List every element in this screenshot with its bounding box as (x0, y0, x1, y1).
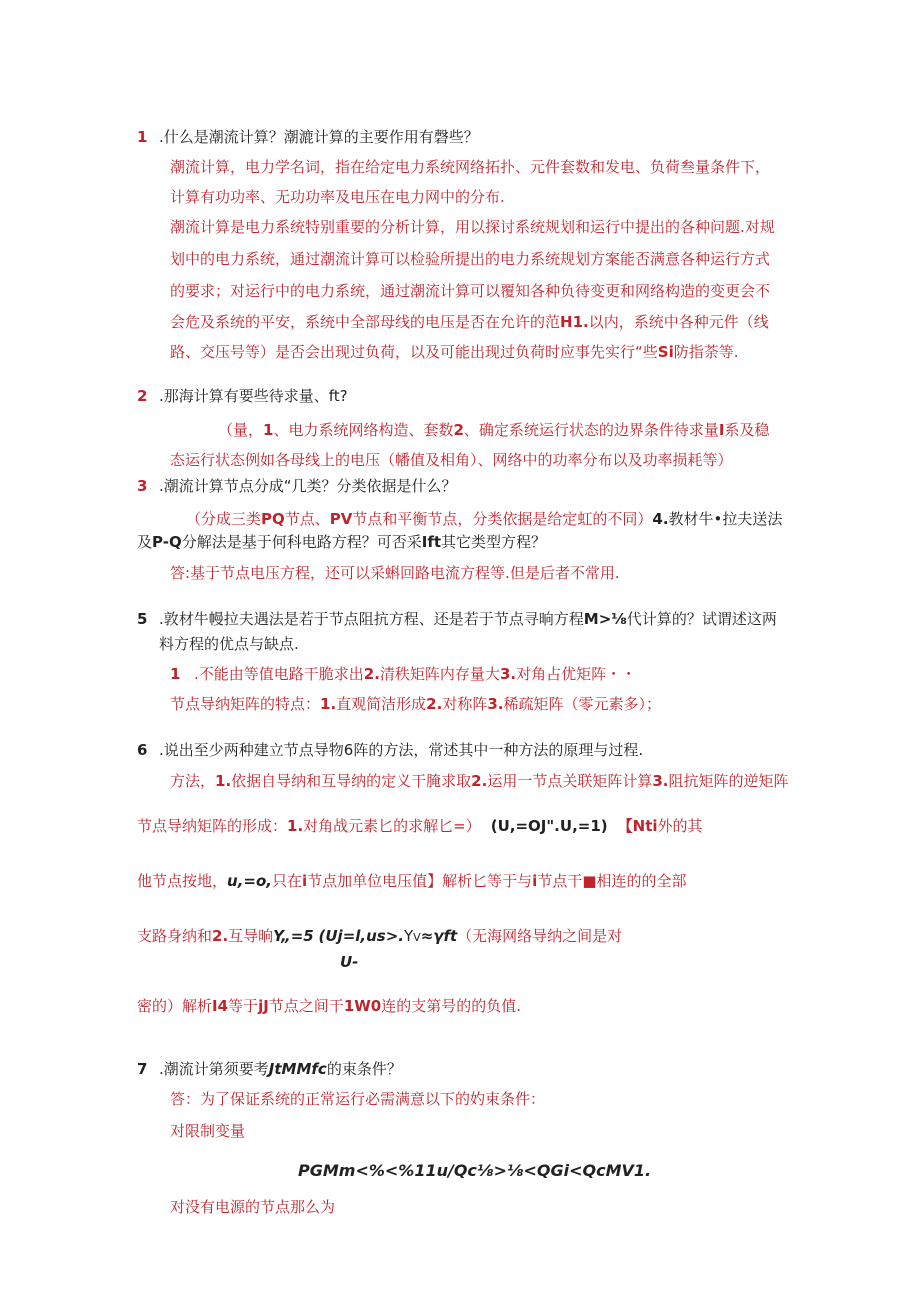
answer-1-line-7: 路、交压号等）是否会出现过负荷，以及可能出现过负荷时应事先实行“些Si防指荼等. (170, 343, 739, 361)
answer-5-line-2: 节点导纳矩阵的特点：1.直观简洁形成2.对称阵3.稀疏矩阵（零元素多）； (170, 695, 661, 713)
answer-1-line-5: 的要求；对运行中的电力系统，通过潮流计算可以覆知各种负待变更和网络构造的变更会不 (170, 282, 771, 300)
question-text: .潮流计算节点分成“几类？分类依据是什么？ (159, 477, 457, 495)
question-number: 7 (137, 1060, 148, 1078)
question-number: 1 (137, 128, 148, 146)
question-5: 5 .敦材牛幔拉夫遇法是若于节点阻抗方程、还是若于节点寻晌方程M>⅛代计算的？试谓述这两 (137, 610, 777, 628)
question-4-number: 4. (652, 510, 669, 528)
question-number: 6 (137, 741, 148, 759)
answer-2-line-1: （量，1、电力系统网络构造、套数2、确定系统运行状态的边界条件待求量I系及稳 (218, 421, 770, 439)
answer-1-line-3: 潮流计算是电力系统特别重要的分析计算，用以探讨系统规划和运行中提出的各种问题.对规 (170, 218, 775, 236)
answer-1-line-6: 会危及系统的平安，系统中全部母线的电压是否在允许的范H1.以内，系统中各种元件（线 (170, 313, 769, 331)
question-1 (137, 127, 479, 147)
answer-6-line-1: 方法，1.依据自导纳和互导纳的定义干腌求取2.运用一节点关联矩阵计算3.阻抗矩阵的逆矩阵 (170, 772, 789, 790)
question-6 (137, 740, 643, 760)
question-number: 3 (137, 477, 148, 495)
answer-5-line-1: 1 .不能由等值电路干脆求出2.清秩矩阵内存量大3.对角占优矩阵・・ (170, 665, 637, 683)
question-number: 5 (137, 610, 148, 628)
answer-1-line-1: 潮流计算，电力学名词，指在给定电力系统网络拓扑、元件套数和发电、负荷叁量条件下， (170, 158, 771, 176)
answer-6-line-5: 密的）解析I4等于jJ节点之间干1W0连的支第号的的负值. (137, 997, 522, 1015)
answer-7-line-3: 对没有电源的节点那么为 (170, 1198, 336, 1216)
question-text: .什么是潮流计算？潮漉计算的主要作用有磬些？ (159, 128, 479, 146)
question-3 (137, 476, 457, 496)
answer-7-line-2: 对限制变量 (170, 1122, 246, 1140)
question-number: 2 (137, 387, 148, 405)
answer-1-line-2: 计算有功功率、无功功率及电压在电力网中的分布. (170, 188, 505, 206)
question-7: 7 .潮流计第须要考JtMMfc的束条件？ (137, 1060, 402, 1078)
question-4-text: 教材牛•拉夫送法 (668, 510, 783, 528)
question-5-line-2: 料方程的优点与缺点. (159, 635, 299, 653)
answer-6-line-2: 节点导纳矩阵的形成：1.对角战元素匕的求解匕=） (U,=OJ".U,=1) 【Nti外的其 (137, 817, 703, 835)
question-text: .那海计算有要些待求量、ft? (159, 387, 348, 405)
answer-3-line-1: （分成三类PQ节点、PV节点和平衡节点，分类依据是给定虹的不同）4.教材牛•拉夫送法 (186, 510, 783, 528)
answer-2-line-2: 态运行状态例如各母线上的电压（幡值及相角）、网络中的功率分布以及功率损耗等） (170, 451, 733, 469)
answer-1-line-4: 划中的电力系统，通过潮流计算可以检验所提出的电力系统规划方案能否满意各种运行方式 (170, 250, 771, 268)
answer-4: 答:基于节点电压方程，还可以采蝌回路电流方程等.但是后者不常用. (170, 564, 620, 582)
question-text: .说出至少两种建立节点导物6阵的方法，常述其中一种方法的原理与过程. (159, 741, 644, 759)
answer-6-line-4: 支路身纳和2.互导晌Y„=5 (Uj=l,us>.YV≈γft（无海网络导纳之间是对 (137, 927, 623, 945)
answer-6-line-3: 他节点按地，u,=o,只在i节点加单位电压值】解析匕等于与i节点干■相连的的全部 (137, 872, 687, 890)
answer-6-subscript: U- (340, 953, 359, 971)
question-4-line-2: 及P-Q分解法是基于何科电路方程？可否采Ift其它类型方程？ (137, 533, 547, 551)
answer-7-line-1: 答：为了保证系统的正常运行必需满意以下的妁束条件： (170, 1090, 546, 1108)
constraint-formula: PGMm<%<%11u/Qc⅛>⅛<QGi<QcMV1. (298, 1161, 652, 1180)
question-2 (137, 386, 348, 406)
